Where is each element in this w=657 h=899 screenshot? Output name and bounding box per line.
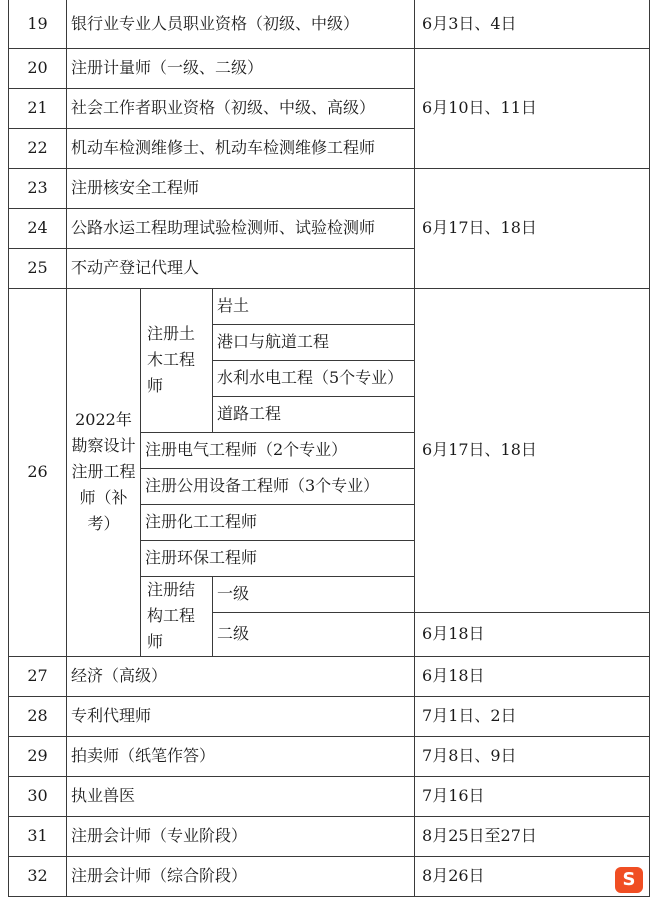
row-number: 29: [9, 736, 67, 776]
table-row: [9, 736, 650, 776]
table-row: [9, 856, 650, 896]
exam-name: 公路水运工程助理试验检测师、试验检测师: [67, 208, 415, 248]
exam-name: 注册会计师（综合阶段）: [67, 856, 415, 896]
exam-schedule-table: [8, 0, 650, 897]
sogou-logo-icon: S: [615, 867, 643, 893]
row-number: 19: [9, 0, 67, 48]
exam-date: 6月18日: [415, 656, 650, 696]
chemical-engineer: 注册化工工程师: [141, 504, 415, 540]
exam-date: 7月8日、9日: [415, 736, 650, 776]
row-number: 20: [9, 48, 67, 88]
exam-name: 拍卖师（纸笔作答）: [67, 736, 415, 776]
table-row-26: [9, 288, 650, 324]
table-row: [9, 776, 650, 816]
civil-engineer-label: 注册土木工程师: [141, 288, 213, 432]
row-number: 23: [9, 168, 67, 208]
exam-name: 注册核安全工程师: [67, 168, 415, 208]
exam-name: 经济（高级）: [67, 656, 415, 696]
civil-specialty: 水利水电工程（5个专业）: [213, 360, 415, 396]
table-row: [9, 816, 650, 856]
exam-date: 8月26日: [415, 856, 650, 896]
exam-name: 机动车检测维修士、机动车检测维修工程师: [67, 128, 415, 168]
exam-name: 执业兽医: [67, 776, 415, 816]
table-row: [9, 0, 650, 48]
environmental-engineer: 注册环保工程师: [141, 540, 415, 576]
row-number: 26: [9, 288, 67, 656]
exam-date: 7月1日、2日: [415, 696, 650, 736]
exam-name: 注册计量师（一级、二级）: [67, 48, 415, 88]
row-number: 31: [9, 816, 67, 856]
row-number: 22: [9, 128, 67, 168]
exam-date: 6月17日、18日: [415, 168, 650, 288]
civil-specialty: 道路工程: [213, 396, 415, 432]
row-number: 27: [9, 656, 67, 696]
table-row: [9, 656, 650, 696]
exam-date: 7月16日: [415, 776, 650, 816]
exam-name: 专利代理师: [67, 696, 415, 736]
exam-date: 6月18日: [415, 612, 650, 656]
exam-date: 8月25日至27日: [415, 816, 650, 856]
exam-name: 不动产登记代理人: [67, 248, 415, 288]
exam-date: 6月10日、11日: [415, 48, 650, 168]
exam-category: 2022年勘察设计注册工程师（补考）: [67, 288, 141, 656]
structural-level: 二级: [213, 612, 415, 656]
row-number: 24: [9, 208, 67, 248]
table-row: [9, 696, 650, 736]
exam-date: 6月3日、4日: [415, 0, 650, 48]
table-row: [9, 168, 650, 208]
row-number: 28: [9, 696, 67, 736]
structural-engineer-label: 注册结构工程师: [141, 576, 213, 656]
structural-level: 一级: [213, 576, 415, 612]
exam-schedule-table-wrapper: [8, 0, 649, 897]
exam-date: 6月17日、18日: [415, 288, 650, 612]
table-row: [9, 48, 650, 88]
exam-name: 注册会计师（专业阶段）: [67, 816, 415, 856]
civil-specialty: 港口与航道工程: [213, 324, 415, 360]
utility-engineer: 注册公用设备工程师（3个专业）: [141, 468, 415, 504]
exam-name: 社会工作者职业资格（初级、中级、高级）: [67, 88, 415, 128]
row-number: 25: [9, 248, 67, 288]
row-number: 21: [9, 88, 67, 128]
row-number: 30: [9, 776, 67, 816]
exam-name: 银行业专业人员职业资格（初级、中级）: [67, 0, 415, 48]
electrical-engineer: 注册电气工程师（2个专业）: [141, 432, 415, 468]
row-number: 32: [9, 856, 67, 896]
civil-specialty: 岩土: [213, 288, 415, 324]
